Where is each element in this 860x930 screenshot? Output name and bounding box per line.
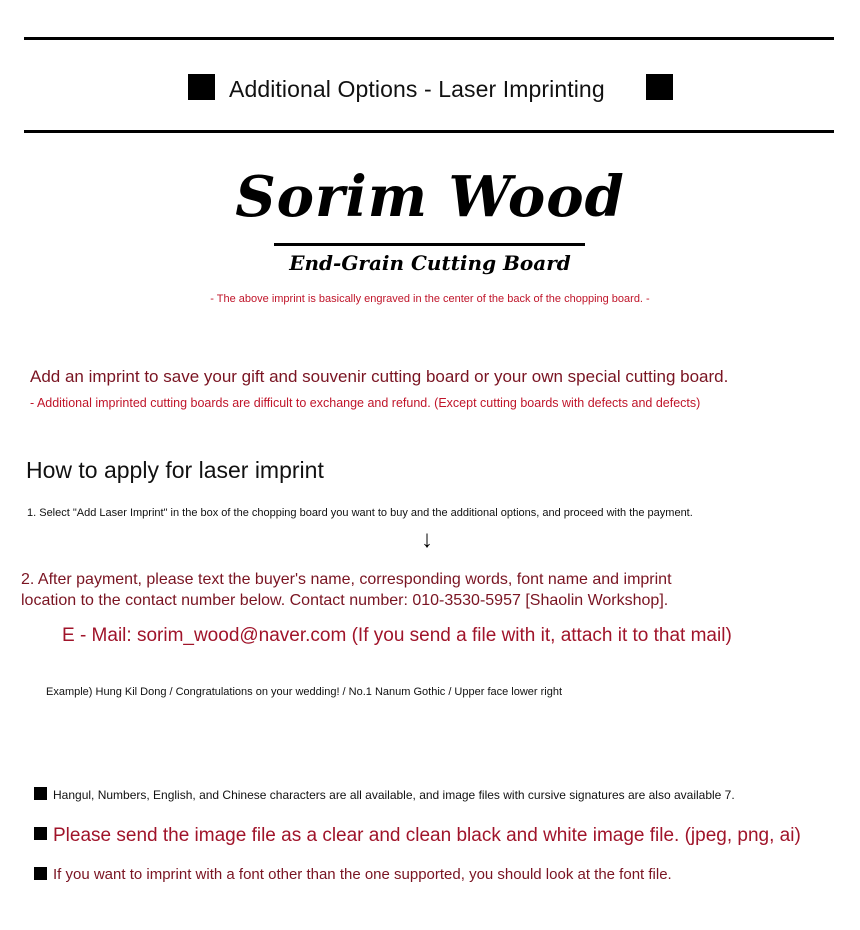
- note-2: Please send the image file as a clear and clean black and white image file. (jpeg, png, ai): [53, 825, 801, 846]
- apply-step-1: 1. Select "Add Laser Imprint" in the box of the chopping board you want to buy and the additional options, and proceed with the payment.: [27, 507, 693, 519]
- down-arrow-icon: ↓: [421, 526, 433, 553]
- header-right-square-icon: [646, 74, 673, 100]
- placement-note: - The above imprint is basically engraved in the center of the back of the chopping board. -: [210, 293, 650, 305]
- logo-brand: Sorim Wood: [235, 164, 625, 230]
- note-3-square-icon: [34, 867, 47, 880]
- header-bottom-rule: [24, 130, 834, 133]
- note-1-square-icon: [34, 787, 47, 800]
- logo-underline: [274, 243, 585, 246]
- page-title: Additional Options - Laser Imprinting: [229, 76, 605, 102]
- intro-lead: Add an imprint to save your gift and souvenir cutting board or your own special cutting board.: [30, 367, 729, 386]
- header-top-rule: [24, 37, 834, 40]
- logo-tagline: End-Grain Cutting Board: [289, 251, 571, 275]
- imprint-example: Example) Hung Kil Dong / Congratulations on your wedding! / No.1 Nanum Gothic / Upper face lower right: [46, 686, 563, 698]
- contact-email: E - Mail: sorim_wood@naver.com (If you send a file with it, attach it to that mail): [62, 625, 732, 646]
- apply-step-2-line-2: location to the contact number below. Contact number: 010-3530-5957 [Shaolin Workshop].: [21, 592, 669, 609]
- note-2-square-icon: [34, 827, 47, 840]
- note-3: If you want to imprint with a font other than the one supported, you should look at the font file.: [53, 866, 672, 883]
- intro-notice: - Additional imprinted cutting boards are difficult to exchange and refund. (Except cutting boards with defects and defects): [30, 396, 701, 410]
- apply-step-2-line-1: 2. After payment, please text the buyer's name, corresponding words, font name and imprint: [21, 571, 672, 588]
- apply-heading: How to apply for laser imprint: [26, 457, 324, 483]
- note-1: Hangul, Numbers, English, and Chinese characters are all available, and image files with cursive signatures are also available 7.: [53, 788, 735, 802]
- header-left-square-icon: [188, 74, 215, 100]
